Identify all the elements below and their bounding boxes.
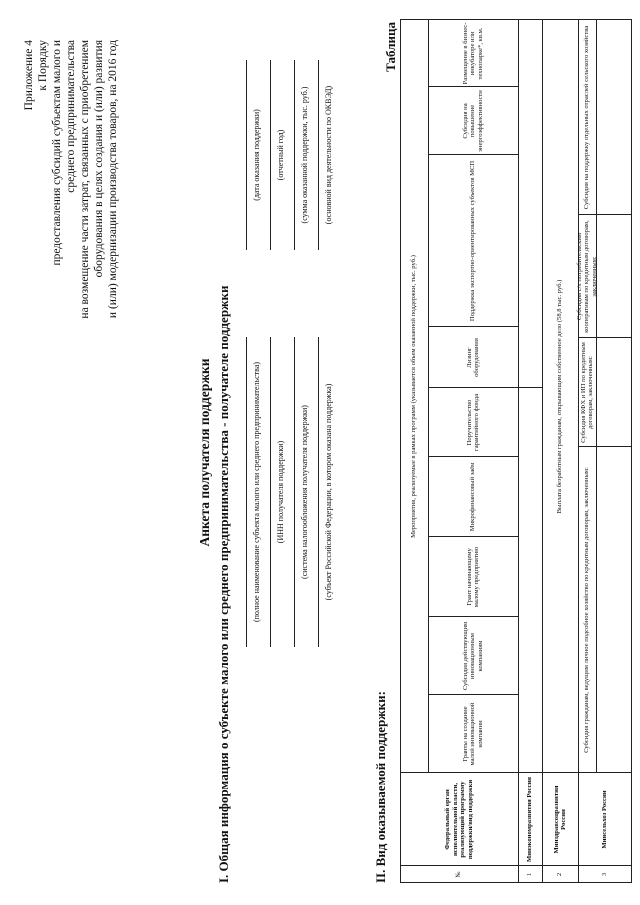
field-line [294,337,295,647]
field-line [294,60,295,250]
unemployed-payment-cell: Выплата безработным гражданам, открывающим собственное дело (58,8 тыс. руб.) [556,279,564,514]
field-line [270,60,271,250]
table-line [400,772,632,773]
table-line [578,446,632,447]
measure-cell: Субсидия на повышение энергоэффективности [461,90,484,152]
measure-cell: Микрофинансовый заём [469,462,477,532]
table-line [428,20,429,773]
table-line [428,326,518,327]
agri-subsidy-cell: Субсидия на поддержку отдельных отраслей сельского хозяйства [583,25,591,210]
table-line [428,456,518,457]
field-line [246,337,247,647]
table-line [596,20,597,773]
field-line [246,60,247,250]
field-line [318,60,319,250]
measure-cell: Поддержка экспортно-ориентированных субъектов МСП [469,160,477,322]
page-title: Анкета получателя поддержки [197,358,212,547]
header-number: № [455,871,463,878]
header-line: Приложение 4 [23,40,35,111]
header-line: предоставления субсидий субъектам малого и [51,40,63,266]
table-line [428,616,518,617]
header-line: оборудования в целях создания и (или) развития [93,40,105,278]
row-organization: Минэкономразвития России [526,777,534,862]
field-caption: (полное наименование субъекта малого или среднего предпринимательства) [252,361,261,623]
measure-cell: Лизинг оборудования [465,338,480,377]
measure-cell: Размещение в бизнес-инкубаторе или технопарке*, кв.м. [461,22,484,85]
header-line: к Порядку [37,40,49,91]
field-caption: (субъект Российской Федерации, в котором оказана поддержка) [324,383,333,601]
header-organization: Федеральный орган исполнительной власти, реализующий программу поддержки/вид поддержки [444,779,474,860]
agri-subsidy-cell: Субсидия КФХ и ИП по кредитным договорам, заключенным: [579,342,594,443]
measure-cell: Поручительство гарантийного фонда [465,394,480,452]
measure-cell: Субсидия действующим инновационным компаниям [461,621,484,691]
field-caption: (ИНН получателя поддержки) [276,440,285,544]
agri-subsidy-cell: Субсидия гражданам, ведущим личное подсобное хозяйство по кредитным договорам, заключенным: [583,467,591,753]
row-number: 2 [556,872,564,877]
field-line [270,337,271,647]
section2-heading: II. Вид оказываемой поддержки: [373,691,388,883]
section1-heading: I. Общая информация о субъекте малого или среднего предпринимательства - получателе поддержки [216,285,231,883]
table-line [428,536,518,537]
header-line: на возмещение части затрат, связанных с приобретением [79,40,91,319]
table-line [428,86,518,87]
header-line: и (или) модернизации производства товаров, на 2016 год [107,40,119,319]
row-number: 1 [526,872,534,877]
header-line: среднего предпринимательства [65,40,77,193]
row-number: 3 [601,872,609,877]
table-line [578,337,632,338]
field-caption: (сумма оказанной поддержки, тыс. руб.) [300,86,309,224]
field-caption: (основной вид деятельности по ОКВЭД) [324,85,333,225]
field-line [318,337,319,647]
table-line [518,20,519,883]
table-line [578,214,632,215]
agri-subsidy-cell: Субсидия с/х потребительским кооперативам по кредитным договорам, заключенным: [575,220,598,333]
field-caption: (дата оказания поддержки) [252,109,261,201]
appendix-header [22,40,120,319]
table-line [428,154,518,155]
table-line [518,387,542,388]
measure-cell: Грант начинающему малому предприятию [465,546,480,608]
table-line [428,387,518,388]
table-title: Таблица [383,22,398,72]
measure-cell: Гранты на создание малой инновационной компании [461,702,484,766]
row-organization: Минсельхоз России [601,790,609,849]
header-measures: Мероприятия, реализуемые в рамках программ (указывается объем оказанной поддержки, тыс. руб.) [410,255,418,538]
field-caption: (отчетный год) [276,129,285,181]
field-caption: (система налогообложения получателя поддержки) [300,405,309,579]
table-line [428,694,518,695]
row-organization: Минздравсоцразвития России [552,785,567,854]
support-table [400,19,632,883]
